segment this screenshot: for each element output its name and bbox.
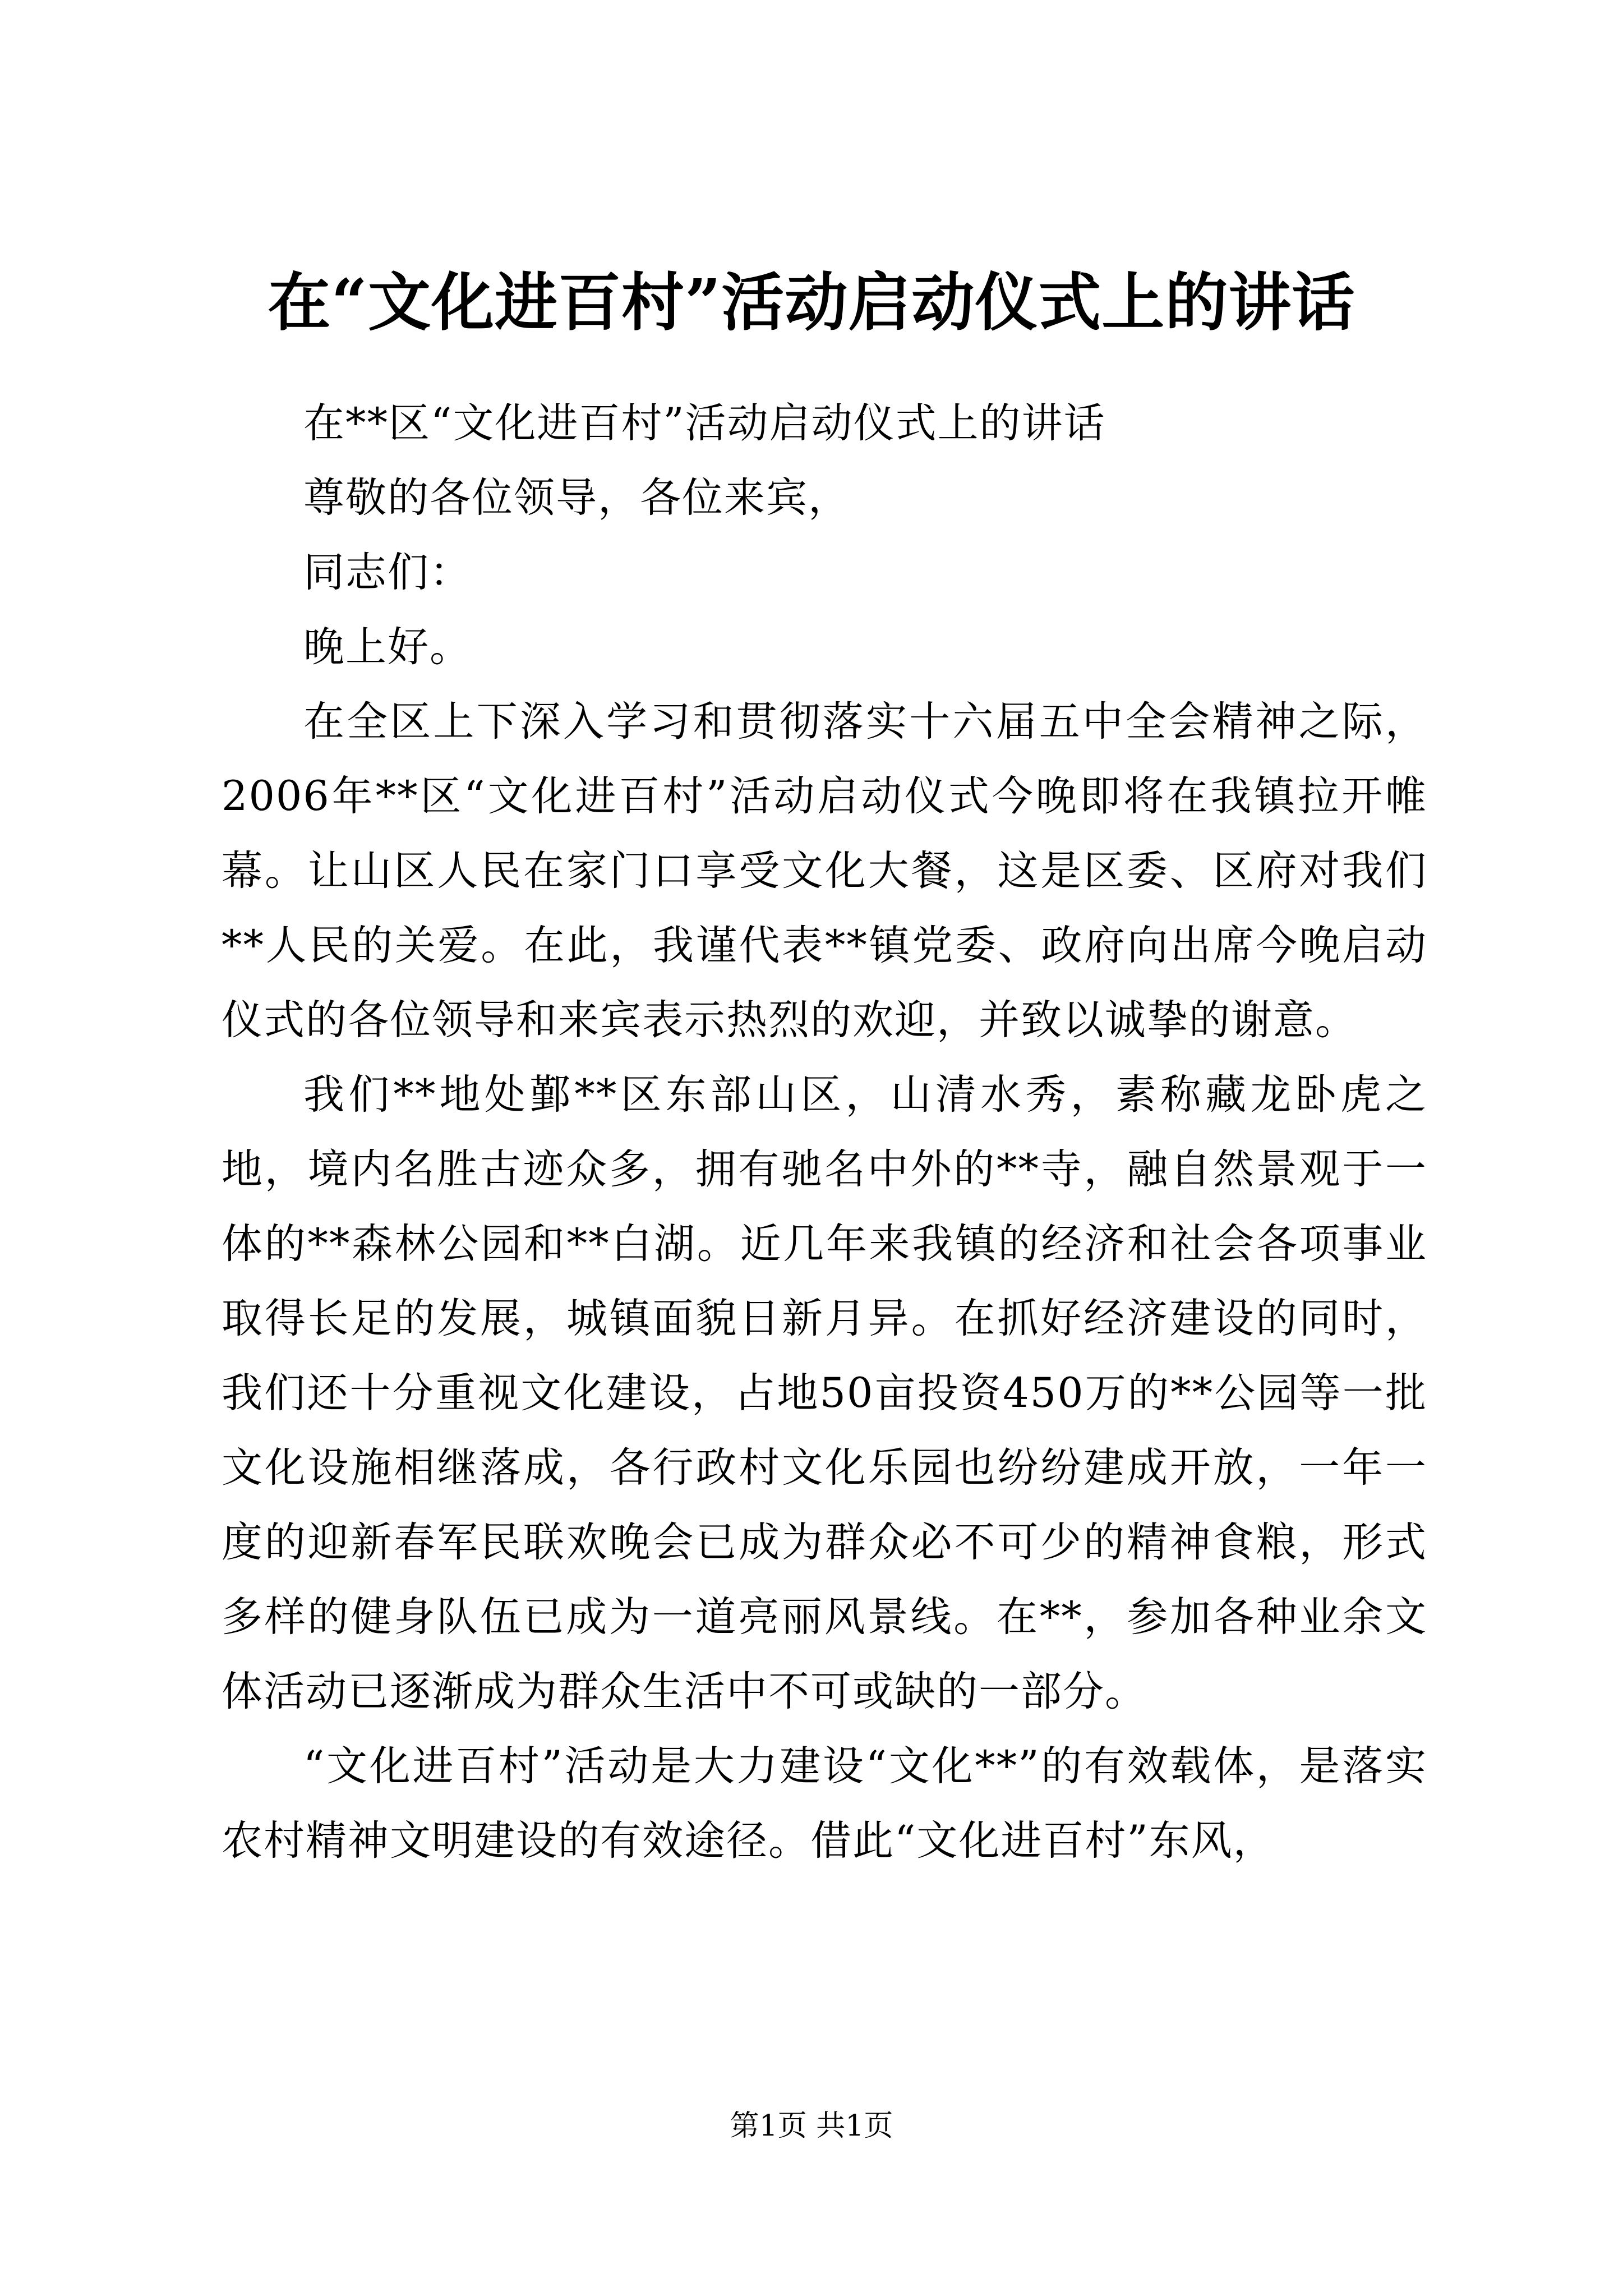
paragraph-comrades: 同志们：: [303, 549, 472, 596]
paragraph-subtitle: 在**区“文化进百村”活动启动仪式上的讲话: [303, 399, 1106, 447]
paragraph-salutation: 尊敬的各位领导，各位来宾，: [303, 474, 850, 522]
document-body: [222, 386, 1427, 1878]
paragraph-greeting: 晚上好。: [303, 623, 472, 671]
paragraph-town-introduction: 我们**地处鄞**区东部山区，山清水秀，素称藏龙卧虎之地，境内名胜古迹众多，拥有驰名中外的**寺，融自然景观于一体的**森林公园和**白湖。近几年来我镇的经济和社会各项事业取得长足的发展，城镇面貌日新月异。在抓好经济建设的同时，我们还十分重视文化建设，占地50亩投资450万的**公园等一批文化设施相继落成，各行政村文化乐园也纷纷建成开放，一年一度的迎新春军民联欢晚会已成为群众必不可少的精神食粮，形式多样的健身队伍已成为一道亮丽风景线。在**，参加各种业余文体活动已逐渐成为群众生活中不可或缺的一部分。: [222, 1071, 1427, 1715]
paragraph-opening: 在全区上下深入学习和贯彻落实十六届五中全会精神之际，2006年**区“文化进百村”活动启动仪式今晚即将在我镇拉开帷幕。让山区人民在家门口享受文化大餐，这是区委、区府对我们**人民的关爱。在此，我谨代表**镇党委、政府向出席今晚启动仪式的各位领导和来宾表示热烈的欢迎，并致以诚挚的谢意。: [222, 698, 1427, 1044]
document-title: 在“文化进百村”活动启动仪式上的讲话: [268, 266, 1355, 339]
page-number-label: 第1页 共1页: [730, 2109, 893, 2143]
page-footer: [0, 2106, 1623, 2146]
paragraph-activity-significance: “文化进百村”活动是大力建设“文化**”的有效载体，是落实农村精神文明建设的有效途径。借此“文化进百村”东风，: [222, 1742, 1427, 1865]
